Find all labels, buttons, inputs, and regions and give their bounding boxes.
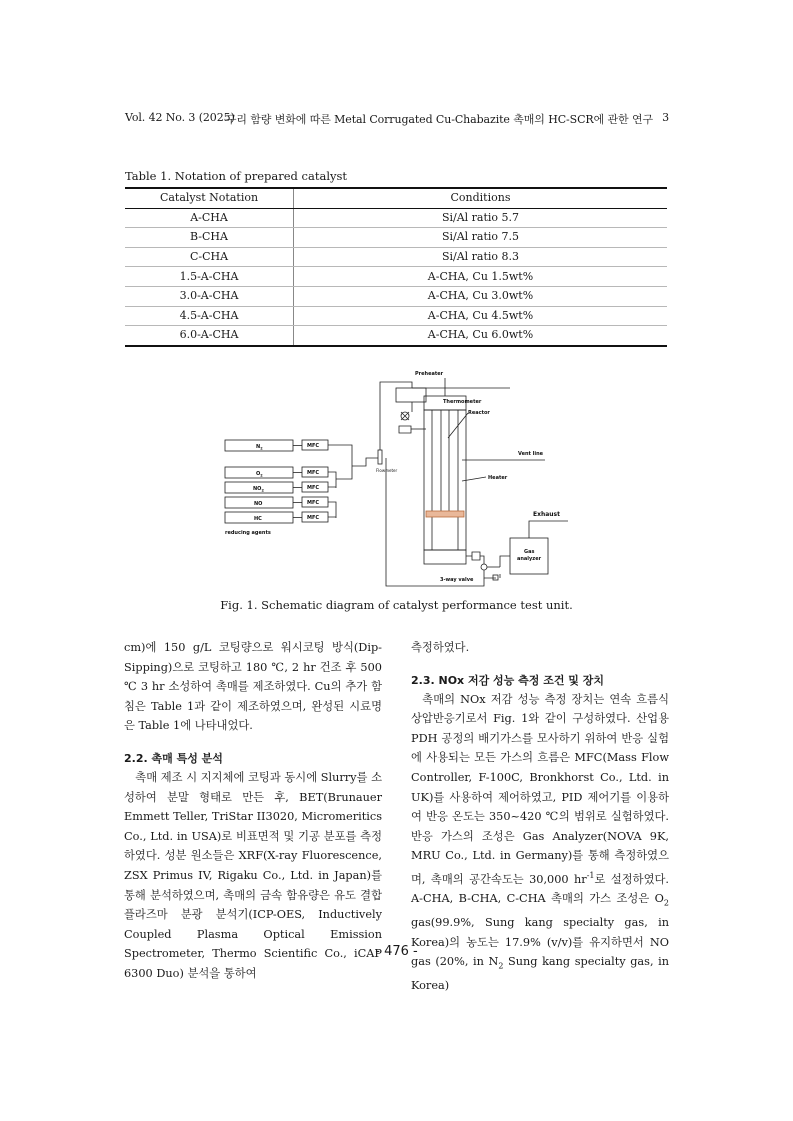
mfc-label: MFC <box>307 443 320 449</box>
table-cell: 4.5-A-CHA <box>125 306 294 326</box>
table-cell: A-CHA, Cu 3.0wt% <box>294 286 668 306</box>
table-cell: A-CHA <box>125 208 294 228</box>
paragraph: cm)에 150 g/L 코팅량으로 워시코팅 방식(Dip-Sipping)으로 코팅하고 180 ℃, 2 hr 건조 후 500 ℃ 3 hr 소성하여 촉매를 제조하였다. Cu의 추가 함침은 Table 1과 같이 제조하였으며, 완성된 시료명은 Table 1에 나타내었다. <box>124 641 382 733</box>
table-row <box>125 247 667 267</box>
left-column <box>124 638 382 984</box>
section-heading: 2.2. 촉매 특성 분석 <box>124 751 223 765</box>
gas-analyzer-label: Gas <box>524 549 535 555</box>
table-row <box>125 306 667 326</box>
notation-table <box>125 187 667 347</box>
text-run: 촉매의 NOx 저감 성능 측정 장치는 연속 흐름식 상압반응기로서 Fig. 1와 같이 구성하였다. 산업용 PDH 공정의 배기가스를 모사하기 위하여 반응 실험에 사용되는 모든 가스의 흐름은 MFC(Mass Flow Controller, F-100C, Bronkhorst Co., Ltd. in UK)를 사용하여 제어하였고, PID 제어기를 이용하여 반응 온도는 350~420 ℃의 범위로 실험하였다. 반응 가스의 조성은 Gas Analyzer(NOVA 9K, MRU Co., Ltd. in Germany)를 통해 측정하였으며, 촉매의 공간속도는 30,000 hr <box>411 692 669 886</box>
table-header-cell: Catalyst Notation <box>125 188 294 208</box>
three-way-valve-label: 3-way valve <box>440 577 474 583</box>
subscript: 2 <box>498 961 504 971</box>
thermometer-label: Thermometer <box>443 399 482 405</box>
volume-info: Vol. 42 No. 3 (2025) <box>125 111 235 124</box>
header-page-number: 3 <box>662 111 669 124</box>
section-heading: 2.3. NOx 저감 성능 측정 조건 및 장치 <box>411 673 605 687</box>
text-run: 로 설정하였다. A-CHA, B-CHA, C-CHA 촉매의 가스 조성은 O <box>411 872 669 906</box>
table-cell: Si/Al ratio 7.5 <box>294 228 668 248</box>
mfc-label: MFC <box>307 515 320 521</box>
table-row <box>125 286 667 306</box>
reactor-bottom-cap <box>424 550 466 564</box>
table-cell: A-CHA, Cu 1.5wt% <box>294 267 668 287</box>
text-run: Sung kang specialty gas, in Korea) <box>411 955 669 993</box>
table-cell: A-CHA, Cu 4.5wt% <box>294 306 668 326</box>
exhaust-label: Exhaust <box>533 511 560 518</box>
flowmeter-box <box>378 450 382 464</box>
vent-line-label: Vent line <box>518 451 544 457</box>
mfc-label: MFC <box>307 470 320 476</box>
heater-label: Heater <box>488 475 508 481</box>
reactor-label: Reactor <box>468 410 490 416</box>
paragraph: 측정하였다. <box>411 641 470 654</box>
catalyst-bed <box>426 511 464 517</box>
reactor-body <box>424 410 466 550</box>
gas-analyzer-label: analyzer <box>517 556 542 562</box>
table-row <box>125 267 667 287</box>
table-header-row <box>125 188 667 208</box>
preheater-box <box>396 388 426 402</box>
table-cell: 3.0-A-CHA <box>125 286 294 306</box>
mfc-label: MFC <box>307 485 320 491</box>
table-row <box>125 208 667 228</box>
table-cell: B-CHA <box>125 228 294 248</box>
flowmeter-label: Flowmeter <box>376 468 398 473</box>
table-row <box>125 228 667 248</box>
reducing-agents-label: reducing agents <box>225 530 271 536</box>
table-header-cell: Conditions <box>294 188 668 208</box>
mfc-label: MFC <box>307 500 320 506</box>
paragraph: 촉매 제조 시 지지체에 코팅과 동시에 Slurry를 소성하여 분말 형태로 만든 후, BET(Brunauer Emmett Teller, TriStar II3020, Micromeritics Co., Ltd. in USA)로 비표면적 및 기공 분포를 측정하였다. 성분 원소들은 XRF(X-ray Fluorescence, ZSX Primus IV, Rigaku Co., Ltd. in Japan)를 통해 분석하였으며, 촉매의 금속 함유량은 유도 결합 플라즈마 분광 분석기(ICP-OES, Inductively Coupled Plasma Optical Emission Spectrometer, Thermo Scientific Co., iCAP 6300 Duo) 분석을 통하여 <box>124 770 382 980</box>
table-cell: 6.0-A-CHA <box>125 326 294 346</box>
table-cell: 1.5-A-CHA <box>125 267 294 287</box>
table-cell: C-CHA <box>125 247 294 267</box>
figure-caption: Fig. 1. Schematic diagram of catalyst performance test unit. <box>220 598 573 612</box>
table-cell: Si/Al ratio 8.3 <box>294 247 668 267</box>
table-cell: A-CHA, Cu 6.0wt% <box>294 326 668 346</box>
running-header <box>125 111 669 127</box>
table-cell: Si/Al ratio 5.7 <box>294 208 668 228</box>
three-way-valve-icon <box>481 564 487 570</box>
text-run: gas(99.9%, Sung kang specialty gas, in Korea)의 농도는 17.9% (v/v)를 유지하면서 NO gas (20%, in N <box>411 916 669 969</box>
gas-label-no: NO <box>254 501 263 507</box>
schematic-diagram <box>200 366 580 592</box>
gas-label-o2: $O_2$ <box>256 471 263 478</box>
preheater-label: Preheater <box>415 371 444 377</box>
table-caption: Table 1. Notation of prepared catalyst <box>125 169 348 183</box>
right-column <box>411 638 669 996</box>
page-number: - 476 - <box>375 944 418 959</box>
table-row <box>125 326 667 346</box>
gas-label-hc: HC <box>254 516 262 522</box>
gas-label-n2: $N_2$ <box>256 444 263 451</box>
superscript: -1 <box>586 870 595 880</box>
running-title: 구리 함량 변화에 따른 Metal Corrugated Cu-Chabazite 촉매의 HC-SCR에 관한 연구 <box>225 113 653 126</box>
subscript: 2 <box>663 898 669 908</box>
gas-label-no2: $NO_2$ <box>253 486 264 493</box>
